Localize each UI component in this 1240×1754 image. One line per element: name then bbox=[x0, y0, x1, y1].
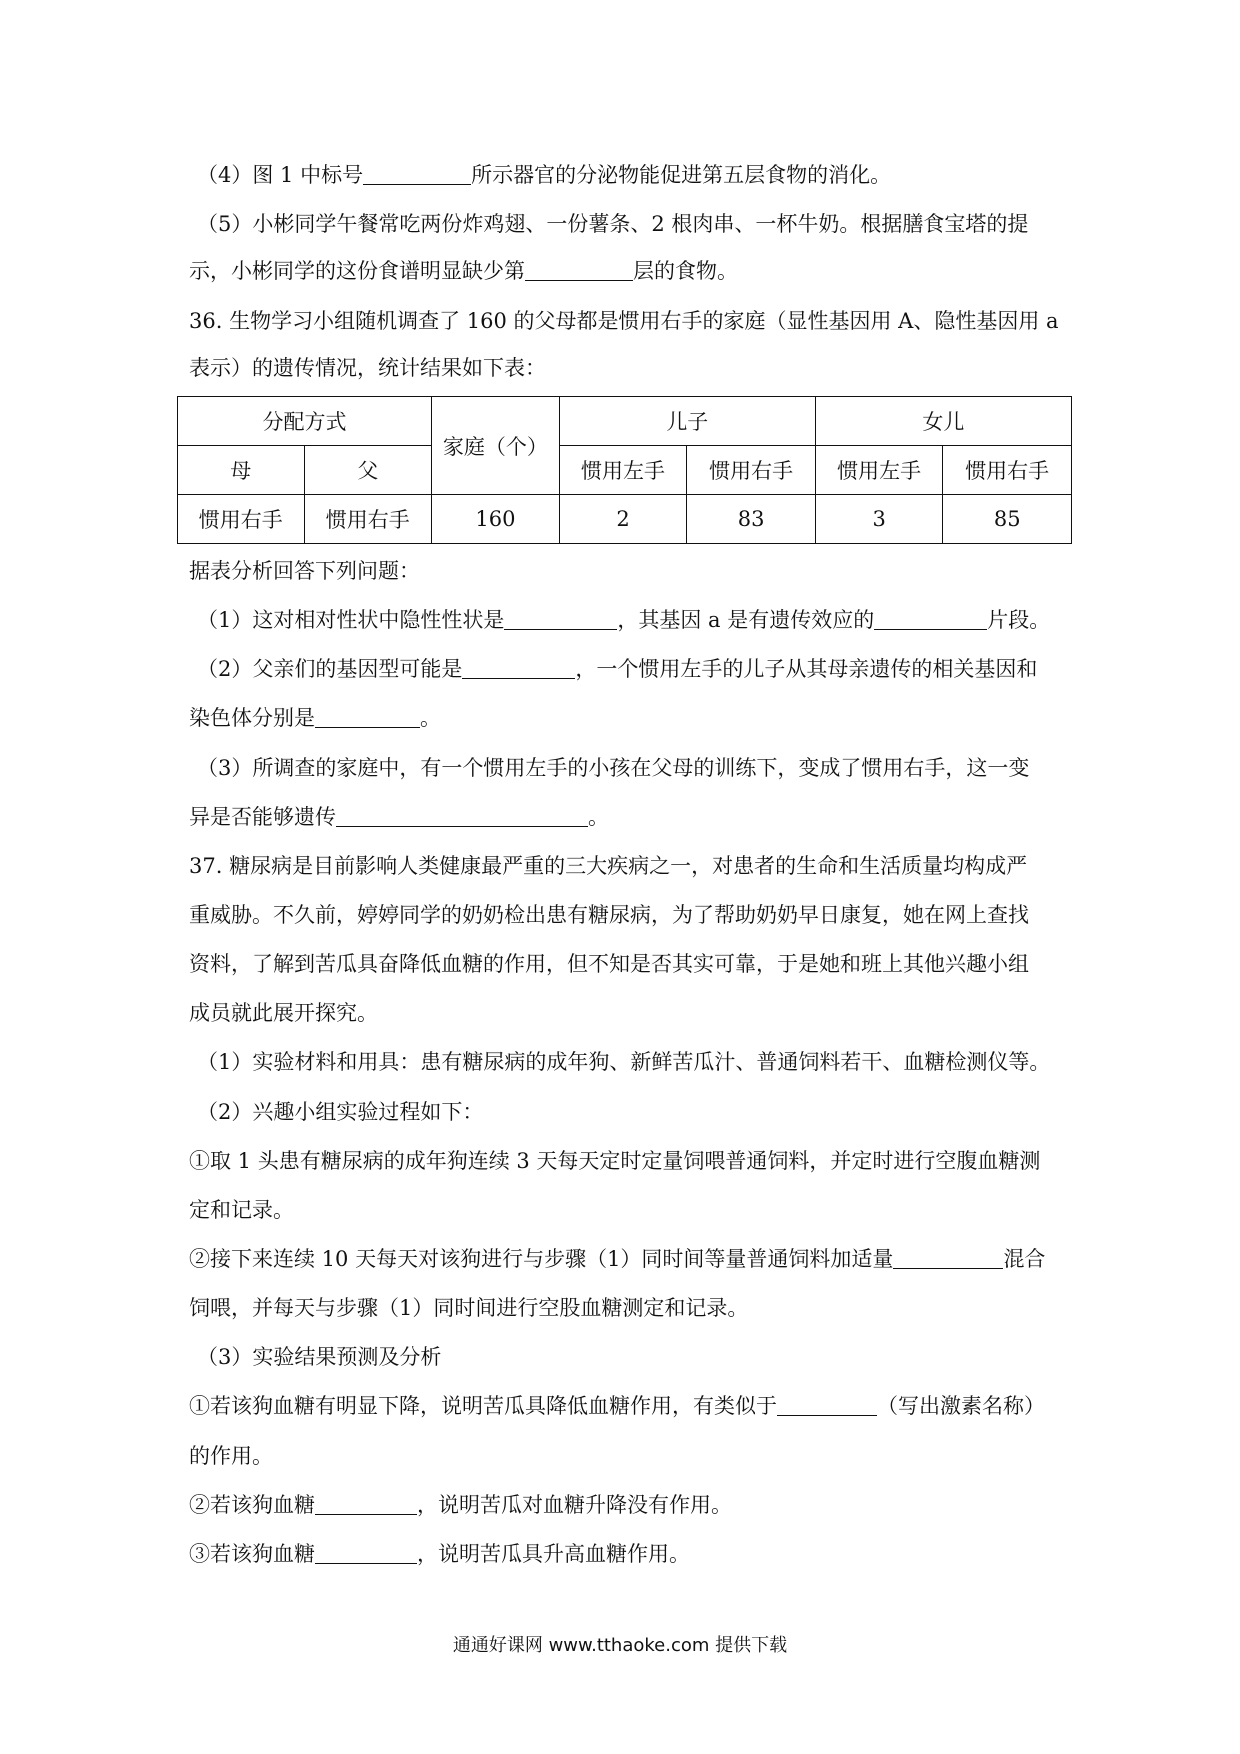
cell-family: 160 bbox=[432, 495, 560, 544]
answer-blank[interactable] bbox=[504, 607, 617, 630]
cell-son-left: 2 bbox=[559, 495, 687, 544]
table-row bbox=[178, 495, 1072, 544]
cell-daughter-right: 85 bbox=[943, 495, 1072, 544]
cell-son-right: 83 bbox=[687, 495, 816, 544]
q36-part2-line1: （2）父亲们的基因型可能是 ，一个惯用左手的儿子从其母亲遗传的相关基因和 bbox=[197, 657, 1038, 681]
q37-result1-line1: ①若该狗血糖有明显下降，说明苦瓜具降低血糖作用，有类似于 （写出激素名称） bbox=[189, 1394, 1045, 1418]
q37-line3: 资料，了解到苦瓜具奋降低血糖的作用，但不知是否其实可靠，于是她和班上其他兴趣小组 bbox=[189, 952, 1029, 976]
answer-blank[interactable] bbox=[315, 1492, 417, 1515]
q36-line2: 表示）的遗传情况，统计结果如下表： bbox=[189, 356, 546, 380]
q36-part2-line2: 染色体分别是 。 bbox=[189, 706, 441, 730]
q36-part1: （1）这对相对性状中隐性性状是 ，其基因 a 是有遗传效应的 片段。 bbox=[197, 608, 1051, 632]
answer-blank[interactable] bbox=[525, 258, 633, 281]
cell-mother: 惯用右手 bbox=[178, 495, 305, 544]
q36-part3-line1: （3）所调查的家庭中，有一个惯用左手的小孩在父母的训练下，变成了惯用右手，这一变 bbox=[197, 756, 1030, 780]
header-son-right: 惯用右手 bbox=[687, 446, 816, 495]
q36-line1: 36. 生物学习小组随机调查了 160 的父母都是惯用右手的家庭（显性基因用 A、隐性基因用 a bbox=[189, 309, 1059, 333]
q37-line4: 成员就此展开探究。 bbox=[189, 1001, 378, 1025]
answer-blank[interactable] bbox=[777, 1393, 877, 1416]
q37-step2-line2: 饲喂，并每天与步骤（1）同时间进行空股血糖测定和记录。 bbox=[189, 1296, 749, 1320]
cell-father: 惯用右手 bbox=[304, 495, 432, 544]
q35-part5-line2: 示，小彬同学的这份食谱明显缺少第 层的食物。 bbox=[189, 259, 738, 283]
answer-blank[interactable] bbox=[315, 1541, 417, 1564]
q37-step2-line1: ②接下来连续 10 天每天对该狗进行与步骤（1）同时间等量普通饲料加适量 混合 bbox=[189, 1247, 1046, 1271]
header-mode: 分配方式 bbox=[178, 397, 432, 446]
header-mother: 母 bbox=[178, 446, 305, 495]
q36-part3-line2: 异是否能够遗传 。 bbox=[189, 805, 609, 829]
header-family: 家庭（个） bbox=[432, 397, 560, 495]
analysis-prompt: 据表分析回答下列问题： bbox=[189, 559, 420, 583]
header-daughter-left: 惯用左手 bbox=[815, 446, 943, 495]
answer-blank[interactable] bbox=[315, 705, 420, 728]
answer-blank[interactable] bbox=[336, 804, 588, 827]
q37-result1-line2: 的作用。 bbox=[189, 1444, 273, 1468]
header-daughter-right: 惯用右手 bbox=[943, 446, 1072, 495]
q37-part1: （1）实验材料和用具：患有糖尿病的成年狗、新鲜苦瓜汁、普通饲料若干、血糖检测仪等。 bbox=[197, 1050, 1051, 1074]
answer-blank[interactable] bbox=[363, 162, 471, 185]
cell-daughter-left: 3 bbox=[815, 495, 943, 544]
header-father: 父 bbox=[304, 446, 432, 495]
answer-blank[interactable] bbox=[893, 1246, 1003, 1269]
q35-part5-line1: （5）小彬同学午餐常吃两份炸鸡翅、一份薯条、2 根肉串、一杯牛奶。根据膳食宝塔的提 bbox=[197, 212, 1029, 236]
header-son-left: 惯用左手 bbox=[559, 446, 687, 495]
q37-part3: （3）实验结果预测及分析 bbox=[197, 1345, 442, 1369]
q35-part4: （4）图 1 中标号 所示器官的分泌物能促进第五层食物的消化。 bbox=[197, 163, 892, 187]
q37-part2: （2）兴趣小组实验过程如下： bbox=[197, 1100, 484, 1124]
answer-blank[interactable] bbox=[874, 607, 987, 630]
q37-step1-line2: 定和记录。 bbox=[189, 1198, 294, 1222]
q37-line2: 重威胁。不久前，婷婷同学的奶奶检出患有糖尿病，为了帮助奶奶早日康复，她在网上查找 bbox=[189, 903, 1029, 927]
header-son: 儿子 bbox=[559, 397, 815, 446]
q37-result3: ③若该狗血糖 ，说明苦瓜具升高血糖作用。 bbox=[189, 1542, 690, 1566]
page-footer: 通通好课网 www.tthaoke.com 提供下载 bbox=[452, 1635, 788, 1656]
answer-blank[interactable] bbox=[462, 656, 575, 679]
q37-step1-line1: ①取 1 头患有糖尿病的成年狗连续 3 天每天定时定量饲喂普通饲料，并定时进行空腹血糖测 bbox=[189, 1149, 1041, 1173]
q37-line1: 37. 糖尿病是目前影响人类健康最严重的三大疾病之一，对患者的生命和生活质量均构成严 bbox=[189, 854, 1028, 878]
survey-table bbox=[177, 396, 1072, 544]
header-daughter: 女儿 bbox=[815, 397, 1071, 446]
q37-result2: ②若该狗血糖 ，说明苦瓜对血糖升降没有作用。 bbox=[189, 1493, 732, 1517]
